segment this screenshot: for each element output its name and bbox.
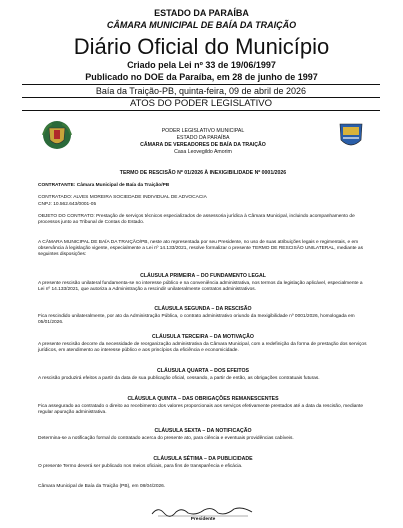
clause-1-text: A presente rescisão unilateral fundamenta-se no interesse público e na conveniência administrativa, nos termos da legislação aplicável, especialmente a Lei nº 14.133/2021, que autoriza a Administração a rescindir unilateralmente contratos administrativos. bbox=[38, 281, 363, 292]
paraiba-coat-of-arms-icon bbox=[40, 118, 74, 152]
org-line-3: CÂMARA DE VEREADORES DE BAÍA DA TRAIÇÃO bbox=[140, 142, 266, 148]
chamber-line: CÂMARA MUNICIPAL DE BAÍA DA TRAIÇÃO bbox=[106, 20, 297, 30]
termo-title: TERMO DE RESCISÃO Nº 01/2026 À INEXIGIBILIDADE Nº 0001/2026 bbox=[119, 170, 287, 176]
cnpj-line: CNPJ: 10.562.643/0001-05 bbox=[38, 202, 97, 207]
masthead-title: Diário Oficial do Município bbox=[73, 34, 330, 59]
org-line-4: Casa Leovegildo Amorim bbox=[174, 149, 232, 155]
objeto-paragraph: OBJETO DO CONTRATO: Prestação de serviços técnicos especializados de assessoria jurídica à Câmara Municipal, incluindo acompanhamento de processos junto ao Tribunal de Contas do Estado. bbox=[38, 214, 355, 225]
contratante-line: CONTRATANTE: Câmara Municipal de Baía da Traição/PB bbox=[38, 183, 170, 188]
clause-2-text: Fica rescindido unilateralmente, por ato da Administração Pública, o contrato administrativo oriundo da Inexigibilidade nº 0001/2026, homologada em 05/01/2026. bbox=[38, 314, 355, 325]
org-line-2: ESTADO DA PARAÍBA bbox=[176, 135, 230, 141]
intro-paragraph: A CÂMARA MUNICIPAL DE BAÍA DA TRAIÇÃO/PB, neste ato representada por seu Presidente, no uso de suas atribuições legais e regimentais, e em observância à legislação vigente, especialmente a Lei nº 14.133/2021, resolve formalizar o presente TERMO DE RESCISÃO UNILATERAL, mediante as seguintes disposições: bbox=[38, 240, 363, 257]
signer-role: Presidente bbox=[190, 517, 216, 522]
handwritten-signature bbox=[148, 504, 258, 518]
document-page bbox=[38, 116, 368, 521]
clause-3-text: A presente rescisão decorre da necessidade de reorganização administrativa da Câmara Municipal, com a redefinição da forma de prestação dos serviços jurídicos, em atendimento ao interesse público e aos princípios da eficiência e economicidade. bbox=[38, 342, 367, 353]
published-line: Publicado no DOE da Paraíba, em 28 de junho de 1997 bbox=[85, 72, 318, 82]
clause-4-title: CLÁUSULA QUARTA – DOS EFEITOS bbox=[157, 368, 249, 374]
clause-2-title: CLÁUSULA SEGUNDA – DA RESCISÃO bbox=[154, 306, 252, 312]
state-line: ESTADO DA PARAÍBA bbox=[154, 8, 249, 18]
section-title: ATOS DO PODER LEGISLATIVO bbox=[22, 98, 380, 111]
clause-5-text: Fica assegurado ao contratado o direito ao recebimento dos valores proporcionais aos serviços efetivamente prestados até a data da rescisão, mediante regular apuração administrativa. bbox=[38, 404, 364, 415]
chamber-emblem-icon bbox=[334, 118, 368, 152]
closing-line: Câmara Municipal de Baía da Traição (PB), em 08/04/2026. bbox=[38, 484, 166, 489]
clause-5-title: CLÁUSULA QUINTA – DAS OBRIGAÇÕES REMANESCENTES bbox=[127, 396, 279, 402]
clause-6-title: CLÁUSULA SEXTA – DA NOTIFICAÇÃO bbox=[154, 428, 252, 434]
clause-1-title: CLÁUSULA PRIMEIRA – DO FUNDAMENTO LEGAL bbox=[140, 273, 266, 279]
clause-7-text: O presente Termo deverá ser publicado nos meios oficiais, para fins de transparência e eficácia. bbox=[38, 464, 243, 469]
clause-6-text: Determina-se a notificação formal do contratado acerca do presente ato, para ciência e eventuais providências cabíveis. bbox=[38, 436, 294, 441]
date-bar: Baía da Traição-PB, quinta-feira, 09 de abril de 2026 bbox=[22, 84, 380, 98]
law-line: Criado pela Lei nº 33 de 19/06/1997 bbox=[127, 60, 276, 70]
clause-3-title: CLÁUSULA TERCEIRA – DA MOTIVAÇÃO bbox=[152, 334, 254, 340]
clause-7-title: CLÁUSULA SÉTIMA – DA PUBLICIDADE bbox=[153, 456, 253, 462]
contratado-line: CONTRATADO: ALVES MOREIRA SOCIEDADE INDIVIDUAL DE ADVOCACIA bbox=[38, 195, 207, 200]
org-line-1: PODER LEGISLATIVO MUNICIPAL bbox=[161, 128, 245, 134]
clause-4-text: A rescisão produzirá efeitos a partir da data de sua publicação oficial, cessando, a partir de então, as obrigações contratuais futuras. bbox=[38, 376, 320, 381]
org-header bbox=[78, 128, 328, 156]
